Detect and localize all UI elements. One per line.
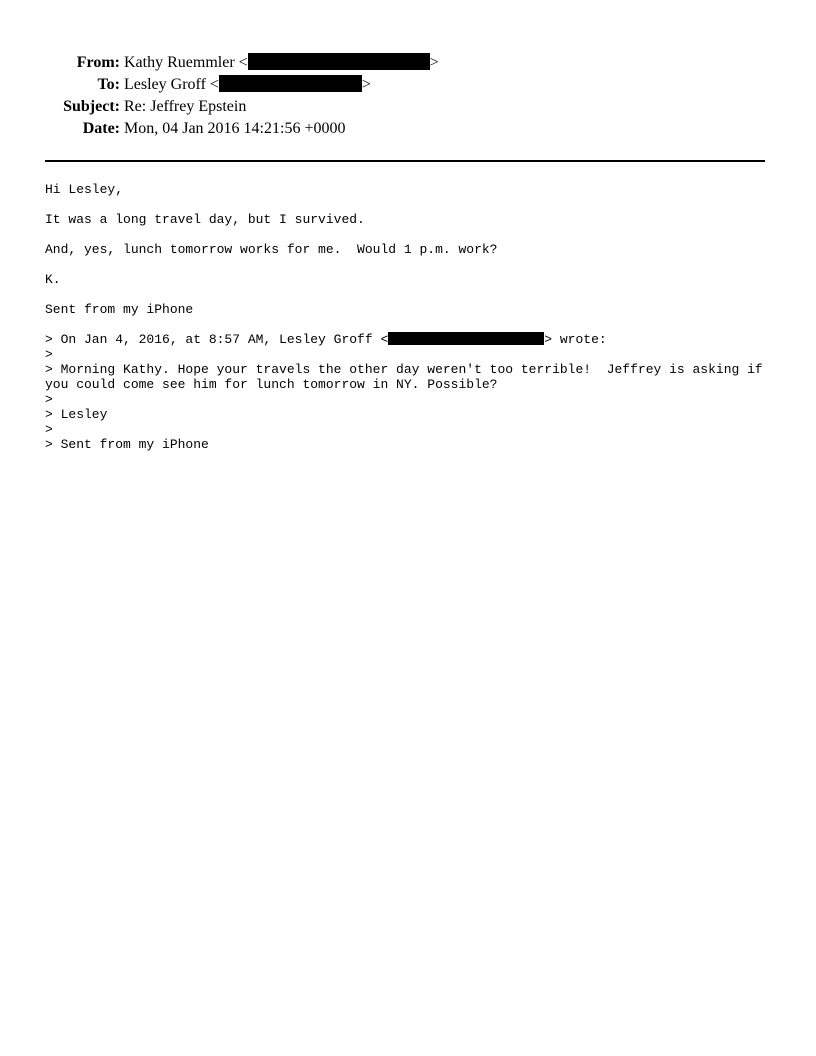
subject-label: Subject: [63,98,120,115]
to-label: To: [97,76,120,93]
quoted-intro-text: > On Jan 4, 2016, at 8:57 AM, Lesley Groff < [45,332,389,347]
to-name: Lesley Groff < [124,76,219,93]
from-label: From: [76,54,120,71]
signature: Sent from my iPhone [45,302,194,317]
redaction-bar [388,332,544,345]
email-body [45,182,770,452]
body-line: And, yes, lunch tomorrow works for me. Would 1 p.m. work? [45,242,498,257]
redaction-bar [248,53,430,70]
quoted-blank: > [45,422,53,437]
quoted-name: > Lesley [45,407,108,422]
quoted-intro [45,332,770,347]
date-label: Date: [82,120,120,137]
to-row [0,74,816,96]
signoff: K. [45,272,61,287]
header-divider [45,160,765,162]
to-value [124,74,371,96]
email-header [0,52,816,140]
quoted-blank: > [45,392,53,407]
quoted-signature: > Sent from my iPhone [45,437,209,452]
quoted-blank: > [45,347,53,362]
date-row [0,118,816,140]
from-row [0,52,816,74]
subject-row [0,96,816,118]
date-value: Mon, 04 Jan 2016 14:21:56 +0000 [124,120,346,137]
to-close: > [361,76,371,93]
subject-value: Re: Jeffrey Epstein [124,98,247,115]
from-close: > [429,54,439,71]
from-value [124,52,439,74]
from-name: Kathy Ruemmler < [124,54,248,71]
quoted-intro-end: > wrote: [544,332,607,347]
body-line: It was a long travel day, but I survived. [45,212,365,227]
redaction-bar [219,75,362,92]
quoted-message: > Morning Kathy. Hope your travels the other day weren't too terrible! Jeffrey is asking if you could come see him for lunch tomorrow in NY. Possible? [45,362,771,392]
greeting: Hi Lesley, [45,182,124,197]
